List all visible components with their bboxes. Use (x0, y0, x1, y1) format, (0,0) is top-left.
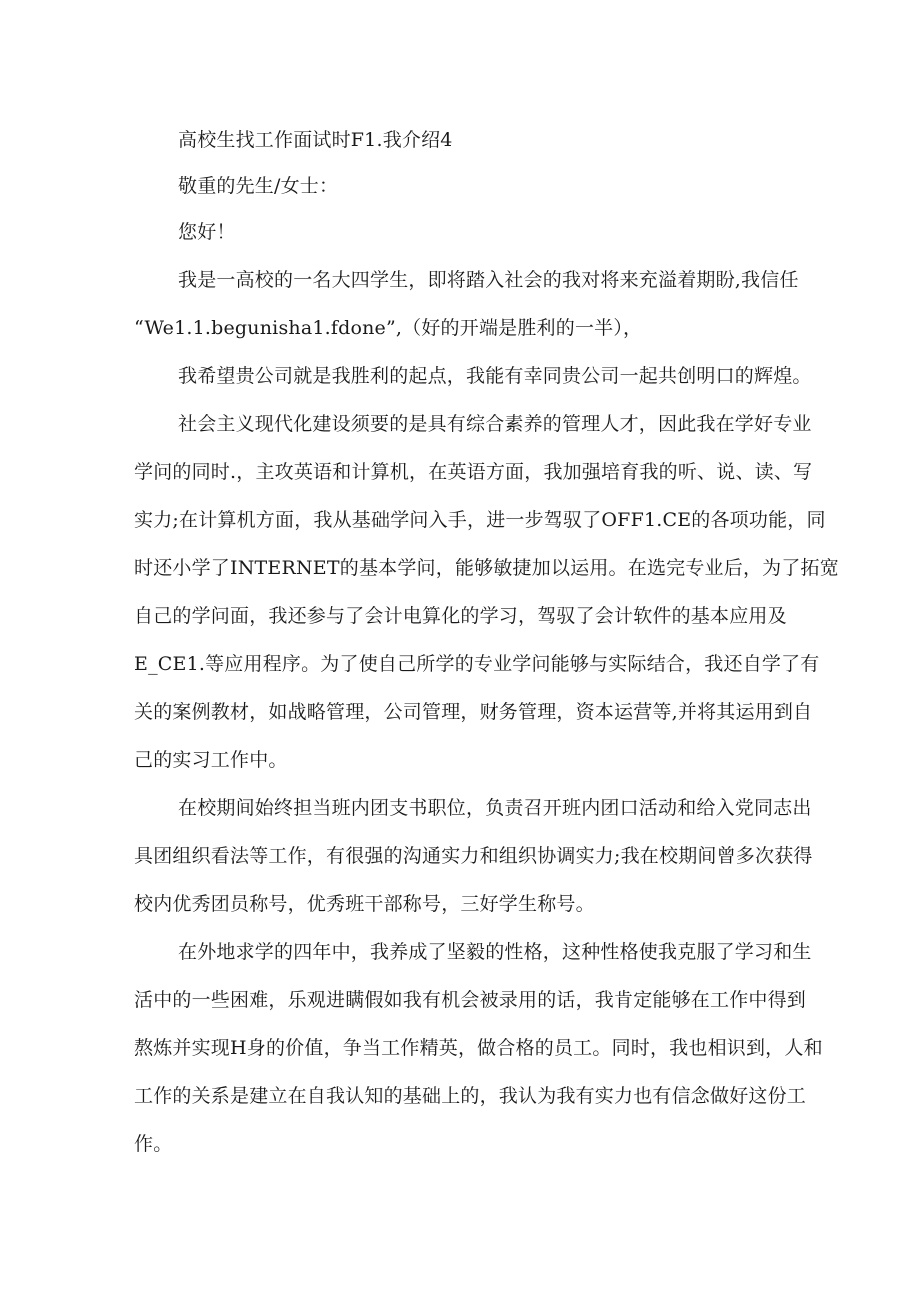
body-line: 关的案例教材，如战略管理，公司管理，财务管理，资本运营等,并将其运用到自 (134, 701, 813, 723)
body-line: “We1.1.begunisha1.fdone”,（好的开端是胜利的一半）， (134, 317, 643, 339)
body-line: 己的实习工作中。 (134, 749, 288, 771)
body-line: 实力;在计算机方面，我从基础学问入手，进一步驾驭了OFF1.CE的各项功能，同 (134, 509, 826, 531)
body-line: 活中的一些困难，乐观进瞒假如我有机会被录用的话，我肯定能够在工作中得到 (134, 989, 807, 1011)
body-line: 工作的关系是建立在自我认知的基础上的，我认为我有实力也有信念做好这份工 (134, 1085, 807, 1107)
body-line: 校内优秀团员称号，优秀班干部称号，三好学生称号。 (134, 893, 595, 915)
body-line: E_CE1.等应用程序。为了使自己所学的专业学问能够与实际结合，我还自学了有 (134, 653, 820, 675)
body-line: 我是一高校的一名大四学生，即将踏入社会的我对将来充溢着期盼,我信任 (178, 269, 799, 291)
greeting: 您好！ (178, 221, 236, 243)
body-line: 社会主义现代化建设须要的是具有综合素养的管理人才，因此我在学好专业 (178, 413, 812, 435)
body-line: 时还小学了INTERNET的基本学问，能够敏捷加以运用。在选完专业后，为了拓宽 (134, 557, 839, 579)
body-line: 我希望贵公司就是我胜利的起点，我能有幸同贵公司一起共创明口的辉煌。 (178, 365, 812, 387)
body-line: 自己的学问面，我还参与了会计电算化的学习，驾驭了会计软件的基本应用及 (134, 605, 787, 627)
body-line: 作。 (134, 1133, 173, 1155)
document-title: 高校生找工作面试时F1.我介绍4 (178, 129, 453, 151)
body-line: 在校期间始终担当班内团支书职位，负责召开班内团口活动和给入党同志出 (178, 797, 812, 819)
salutation: 敬重的先生/女士： (178, 175, 339, 197)
body-line: 学问的同时.，主攻英语和计算机，在英语方面，我加强培育我的听、说、读、写 (134, 461, 813, 483)
body-line: 在外地求学的四年中，我养成了坚毅的性格，这种性格使我克服了学习和生 (178, 941, 812, 963)
body-line: 具团组织看法等工作，有很强的沟通实力和组织协调实力;我在校期间曾多次获得 (134, 845, 813, 867)
body-line: 熬炼并实现H身的价值，争当工作精英，做合格的员工。同时，我也相识到，人和 (134, 1037, 823, 1059)
